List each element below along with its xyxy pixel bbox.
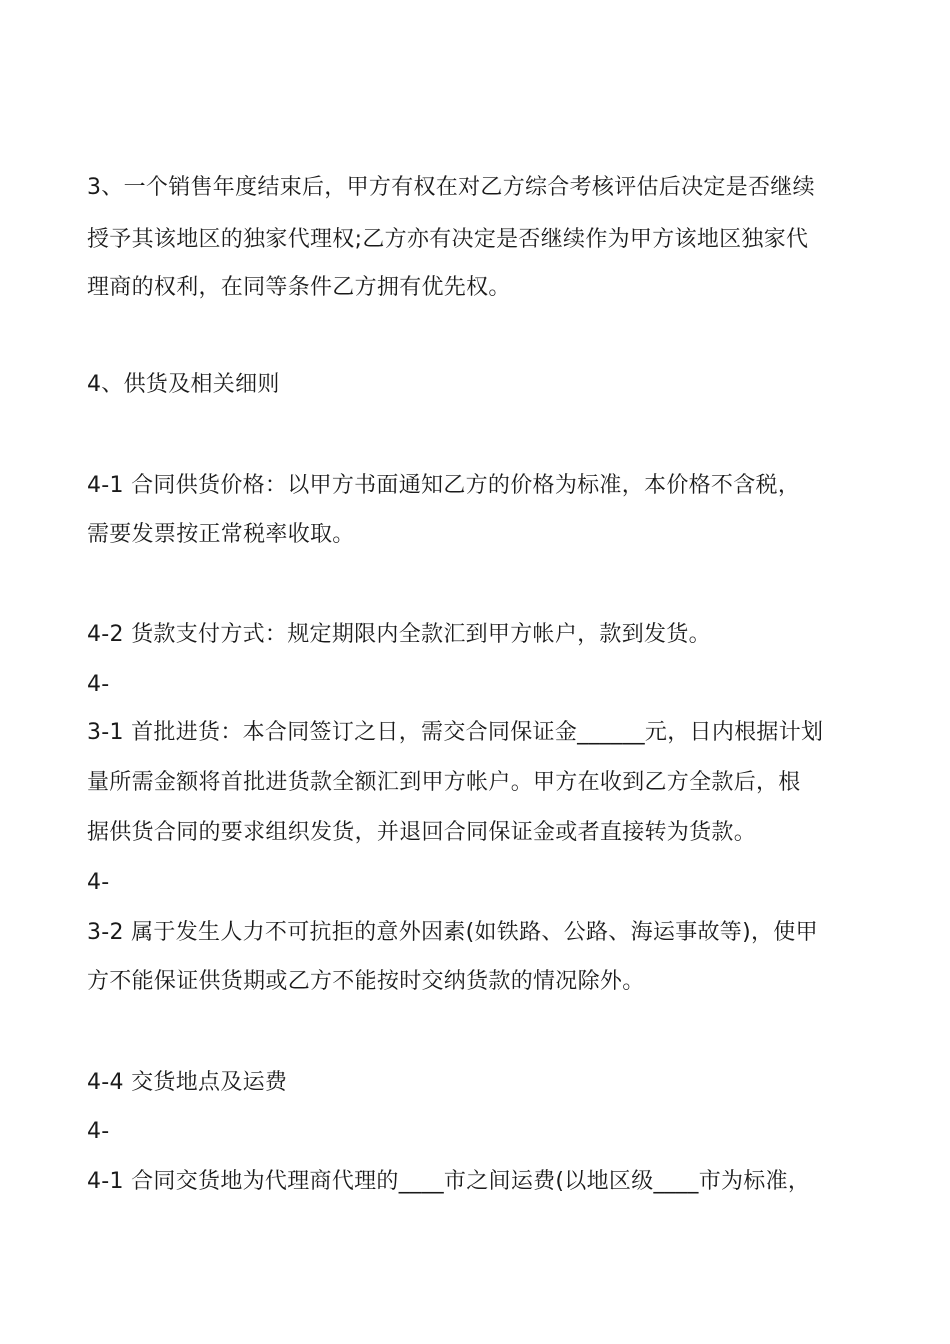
clause-4-3-1-line-3: 据供货合同的要求组织发货，并退回合同保证金或者直接转为货款。	[87, 820, 757, 845]
paragraph-3-line-3: 理商的权利，在同等条件乙方拥有优先权。	[87, 275, 511, 300]
clause-4-3-1-prefix: 4-	[87, 672, 110, 697]
section-4-heading: 4、供货及相关细则	[87, 372, 280, 397]
clause-4-3-2-line-1: 3-2 属于发生人力不可抗拒的意外因素(如铁路、公路、海运事故等)，使甲	[87, 920, 818, 945]
clause-4-3-2-prefix: 4-	[87, 870, 110, 895]
clause-4-2: 4-2 货款支付方式：规定期限内全款汇到甲方帐户，款到发货。	[87, 622, 711, 647]
clause-4-4-heading: 4-4 交货地点及运费	[87, 1070, 288, 1095]
clause-4-3-1-line-2: 量所需金额将首批进货款全额汇到甲方帐户。甲方在收到乙方全款后，根	[87, 770, 801, 795]
paragraph-3-line-2: 授予其该地区的独家代理权;乙方亦有决定是否继续作为甲方该地区独家代	[87, 227, 809, 252]
clause-4-1-line-2: 需要发票按正常税率收取。	[87, 522, 355, 547]
clause-4-4-1-line-1: 4-1 合同交货地为代理商代理的____市之间运费(以地区级____市为标准，	[87, 1169, 811, 1194]
clause-4-1-line-1: 4-1 合同供货价格：以甲方书面通知乙方的价格为标准，本价格不含税，	[87, 473, 801, 498]
paragraph-3-line-1: 3、一个销售年度结束后，甲方有权在对乙方综合考核评估后决定是否继续	[87, 175, 815, 200]
clause-4-4-1-prefix: 4-	[87, 1119, 110, 1144]
clause-4-3-1-line-1: 3-1 首批进货：本合同签订之日，需交合同保证金______元，日内根据计划	[87, 720, 824, 745]
clause-4-3-2-line-2: 方不能保证供货期或乙方不能按时交纳货款的情况除外。	[87, 969, 645, 994]
